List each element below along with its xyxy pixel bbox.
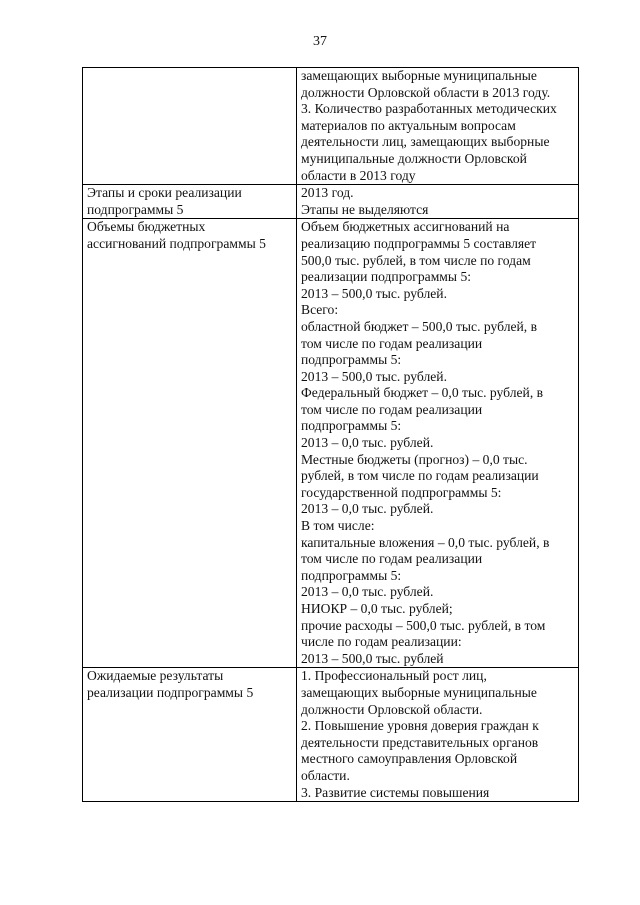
content-line: Местные бюджеты (прогноз) – 0,0 тыс. — [301, 451, 528, 467]
content-line: том числе по годам реализации — [301, 551, 483, 567]
label-line: ассигнований подпрограммы 5 — [87, 235, 266, 251]
content-line: государственной подпрограммы 5: — [301, 484, 502, 500]
table-row — [83, 668, 579, 802]
content-line: 2013 год. — [301, 185, 354, 201]
content-line: 500,0 тыс. рублей, в том числе по годам — [301, 252, 531, 268]
row-content-cell — [297, 185, 579, 219]
content-line: рублей, в том числе по годам реализации — [301, 468, 539, 484]
content-line: том числе по годам реализации — [301, 401, 483, 417]
content-line: муниципальные должности Орловской — [301, 150, 527, 166]
content-line: Этапы не выделяются — [301, 201, 429, 217]
content-line: должности Орловской области. — [301, 701, 483, 717]
content-line: Федеральный бюджет – 0,0 тыс. рублей, в — [301, 385, 544, 401]
table-row — [83, 219, 579, 668]
subprogram-passport-table — [82, 67, 579, 802]
content-line: области. — [301, 767, 350, 783]
content-line: подпрограммы 5: — [301, 352, 402, 368]
row-content-cell — [297, 68, 579, 185]
content-line: местного самоуправления Орловской — [301, 751, 518, 767]
content-line: реализации подпрограммы 5: — [301, 269, 472, 285]
content-line: В том числе: — [301, 518, 375, 534]
content-line: числе по годам реализации: — [301, 634, 462, 650]
content-line: области в 2013 году — [301, 167, 416, 183]
content-line: 1. Профессиональный рост лиц, — [301, 668, 487, 684]
label-line: подпрограммы 5 — [87, 201, 184, 217]
content-line: замещающих выборные муниципальные — [301, 684, 537, 700]
content-line: 2013 – 500,0 тыс. рублей. — [301, 285, 447, 301]
content-line: 2013 – 500,0 тыс. рублей. — [301, 368, 447, 384]
content-line: 2013 – 0,0 тыс. рублей. — [301, 435, 434, 451]
row-label-cell — [83, 219, 297, 668]
content-line: реализацию подпрограммы 5 составляет — [301, 235, 537, 251]
content-line: том числе по годам реализации — [301, 335, 483, 351]
row-content-cell — [297, 668, 579, 802]
row-label-cell — [83, 668, 297, 802]
row-label-cell — [83, 185, 297, 219]
table-body — [83, 68, 579, 802]
table-row — [83, 185, 579, 219]
content-line: деятельности лиц, замещающих выборные — [301, 134, 550, 150]
content-line: подпрограммы 5: — [301, 418, 402, 434]
content-line: капитальные вложения – 0,0 тыс. рублей, в — [301, 534, 550, 550]
content-line: подпрограммы 5: — [301, 567, 402, 583]
content-line: замещающих выборные муниципальные — [301, 68, 537, 83]
content-line: 2013 – 500,0 тыс. рублей — [301, 650, 444, 666]
label-line: Ожидаемые результаты — [87, 668, 224, 684]
content-line: материалов по актуальным вопросам — [301, 117, 516, 133]
content-line: 2013 – 0,0 тыс. рублей. — [301, 584, 434, 600]
content-line: Всего: — [301, 302, 339, 318]
content-line: деятельности представительных органов — [301, 734, 539, 750]
row-label-cell — [83, 68, 297, 185]
content-line: 2. Повышение уровня доверия граждан к — [301, 718, 539, 734]
page-number: 37 — [313, 34, 327, 49]
label-line: Этапы и сроки реализации — [87, 185, 242, 201]
content-line: 3. Количество разработанных методических — [301, 101, 557, 117]
content-line: Объем бюджетных ассигнований на — [301, 219, 510, 235]
content-line: прочие расходы – 500,0 тыс. рублей, в том — [301, 617, 546, 633]
label-line: Объемы бюджетных — [87, 219, 206, 235]
content-line: 3. Развитие системы повышения — [301, 784, 490, 800]
content-line: должности Орловской области в 2013 году. — [301, 84, 551, 100]
table-row — [83, 68, 579, 185]
content-line: 2013 – 0,0 тыс. рублей. — [301, 501, 434, 517]
content-line: областной бюджет – 500,0 тыс. рублей, в — [301, 318, 537, 334]
label-line: реализации подпрограммы 5 — [87, 684, 254, 700]
row-content-cell — [297, 219, 579, 668]
content-line: НИОКР – 0,0 тыс. рублей; — [301, 601, 453, 616]
